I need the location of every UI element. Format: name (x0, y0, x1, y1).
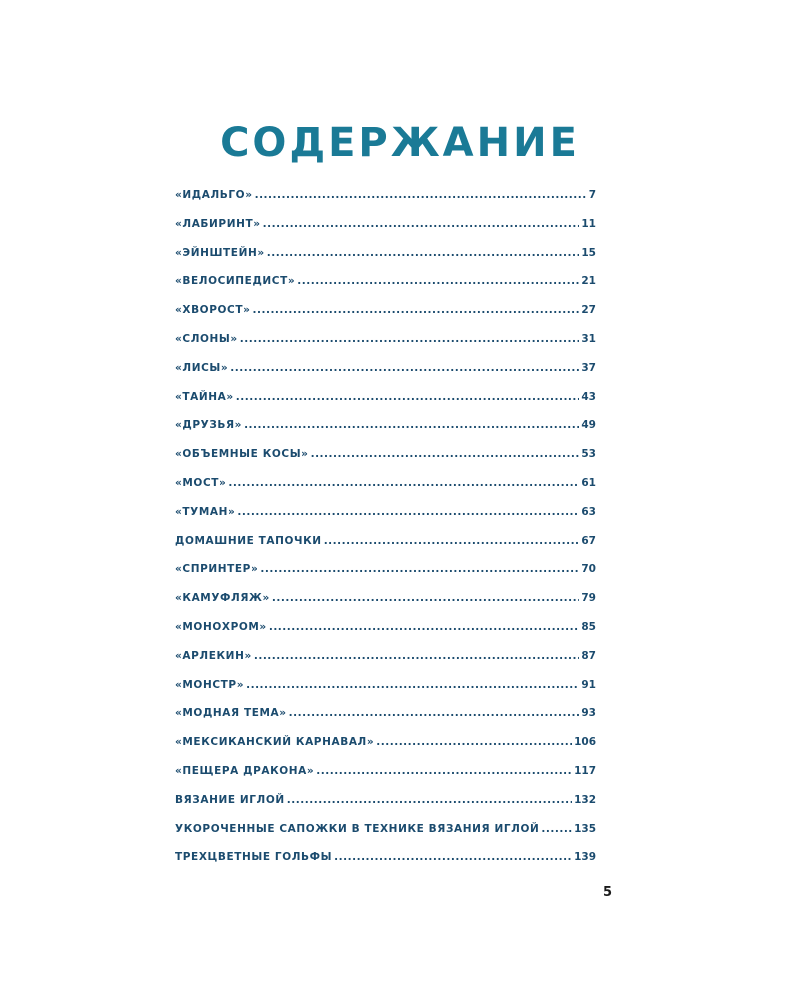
toc-entry-title: «ИДАЛЬГО» (175, 189, 253, 201)
dot-leader (287, 794, 572, 806)
toc-entry-title: «АРЛЕКИН» (175, 649, 252, 662)
toc-entry-page: 79 (581, 592, 596, 605)
toc-entry[interactable] (175, 851, 596, 880)
toc-entry[interactable] (175, 794, 596, 823)
toc-entry-title: «ТУМАН» (175, 505, 236, 518)
toc-entry-page: 11 (581, 217, 596, 230)
toc-entry-page: 106 (574, 736, 596, 749)
toc-entry[interactable] (175, 650, 596, 679)
toc-entry-title: «ХВОРОСТ» (175, 304, 251, 317)
toc-entry-page: 31 (581, 332, 596, 345)
toc-entry-title: «ЭЙНШТЕЙН» (175, 246, 265, 259)
dot-leader (254, 650, 580, 662)
toc-entry-page: 7 (588, 189, 596, 201)
toc-entry-page: 21 (581, 275, 596, 288)
toc-entry-page: 53 (581, 448, 596, 461)
dot-leader (237, 506, 579, 518)
toc-entry-page: 139 (574, 851, 596, 864)
toc-entry-page: 27 (581, 304, 596, 317)
toc-entry-page: 63 (581, 505, 596, 518)
dot-leader (263, 218, 580, 230)
dot-leader (260, 563, 579, 575)
toc-entry[interactable] (175, 736, 596, 765)
toc-entry[interactable] (175, 275, 596, 304)
toc-entry-page: 85 (581, 620, 596, 633)
toc-entry-title: «ТАЙНА» (175, 390, 234, 403)
dot-leader (255, 189, 587, 201)
toc-entry[interactable] (175, 333, 596, 362)
toc-entry[interactable] (175, 362, 596, 391)
toc-entry-title: «МОНОХРОМ» (175, 620, 267, 633)
toc-entry-title: ТРЕХЦВЕТНЫЕ ГОЛЬФЫ (175, 851, 333, 864)
toc-entry-title: «ЛИСЫ» (175, 361, 229, 374)
toc-entry[interactable] (175, 506, 596, 535)
toc-entry[interactable] (175, 189, 596, 218)
toc-entry[interactable] (175, 391, 596, 420)
toc-entry-page: 93 (581, 707, 596, 720)
dot-leader (252, 304, 579, 316)
toc-entry-title: «ОБЪЕМНЫЕ КОСЫ» (175, 448, 309, 461)
toc-entry[interactable] (175, 679, 596, 708)
toc-entry-title: «КАМУФЛЯЖ» (175, 592, 270, 605)
dot-leader (244, 419, 579, 431)
toc-entry-page: 67 (581, 534, 596, 547)
toc-entry-page: 117 (574, 764, 596, 777)
toc-entry-page: 37 (581, 361, 596, 374)
toc-entry-page: 87 (581, 649, 596, 662)
dot-leader (267, 247, 580, 259)
toc-entry-title: «МОСТ» (175, 476, 227, 489)
toc-entry-title: ВЯЗАНИЕ ИГЛОЙ (175, 793, 285, 806)
toc-entry-page: 43 (581, 390, 596, 403)
dot-leader (376, 736, 572, 748)
toc-entry[interactable] (175, 535, 596, 564)
toc-entry-page: 15 (581, 246, 596, 259)
toc-entry[interactable] (175, 419, 596, 448)
toc-entry[interactable] (175, 247, 596, 276)
dot-leader (228, 477, 579, 489)
toc-entry-title: «ПЕЩЕРА ДРАКОНА» (175, 764, 315, 777)
toc-entry-title: «СЛОНЫ» (175, 332, 238, 345)
dot-leader (289, 707, 580, 719)
toc-entry[interactable] (175, 477, 596, 506)
dot-leader (311, 448, 580, 460)
dot-leader (236, 391, 580, 403)
toc-entry[interactable] (175, 448, 596, 477)
toc-entry-page: 70 (581, 563, 596, 576)
toc-entry[interactable] (175, 707, 596, 736)
toc-entry[interactable] (175, 592, 596, 621)
toc-entry[interactable] (175, 823, 596, 852)
toc-entry-title: «СПРИНТЕР» (175, 563, 259, 576)
dot-leader (324, 535, 580, 547)
toc-entry-page: 49 (581, 419, 596, 432)
page-title: СОДЕРЖАНИЕ (220, 120, 580, 166)
dot-leader (334, 851, 572, 863)
toc-entry-page: 135 (574, 822, 596, 835)
toc-entry[interactable] (175, 563, 596, 592)
toc-entry-title: «МОНСТР» (175, 678, 245, 691)
dot-leader (240, 333, 580, 345)
toc-entry[interactable] (175, 218, 596, 247)
dot-leader (269, 621, 580, 633)
toc-entry-page: 91 (581, 678, 596, 691)
table-of-contents (175, 189, 596, 880)
toc-entry[interactable] (175, 304, 596, 333)
toc-entry[interactable] (175, 765, 596, 794)
toc-entry-page: 61 (581, 476, 596, 489)
toc-entry-title: «МЕКСИКАНСКИЙ КАРНАВАЛ» (175, 736, 375, 749)
dot-leader (316, 765, 572, 777)
toc-entry-title: «ЛАБИРИНТ» (175, 217, 261, 230)
toc-entry-page: 132 (574, 793, 596, 806)
toc-entry-title: «ДРУЗЬЯ» (175, 419, 243, 432)
dot-leader (297, 275, 579, 287)
toc-entry-title: «МОДНАЯ ТЕМА» (175, 707, 287, 720)
dot-leader (246, 679, 579, 691)
toc-entry[interactable] (175, 621, 596, 650)
toc-entry-title: УКОРОЧЕННЫЕ САПОЖКИ В ТЕХНИКЕ ВЯЗАНИЯ ИГЛОЙ (175, 822, 540, 835)
dot-leader (541, 823, 572, 835)
toc-entry-title: «ВЕЛОСИПЕДИСТ» (175, 275, 296, 288)
dot-leader (272, 592, 579, 604)
dot-leader (230, 362, 579, 374)
toc-entry-title: ДОМАШНИЕ ТАПОЧКИ (175, 534, 322, 547)
page-number: 5 (603, 885, 613, 900)
